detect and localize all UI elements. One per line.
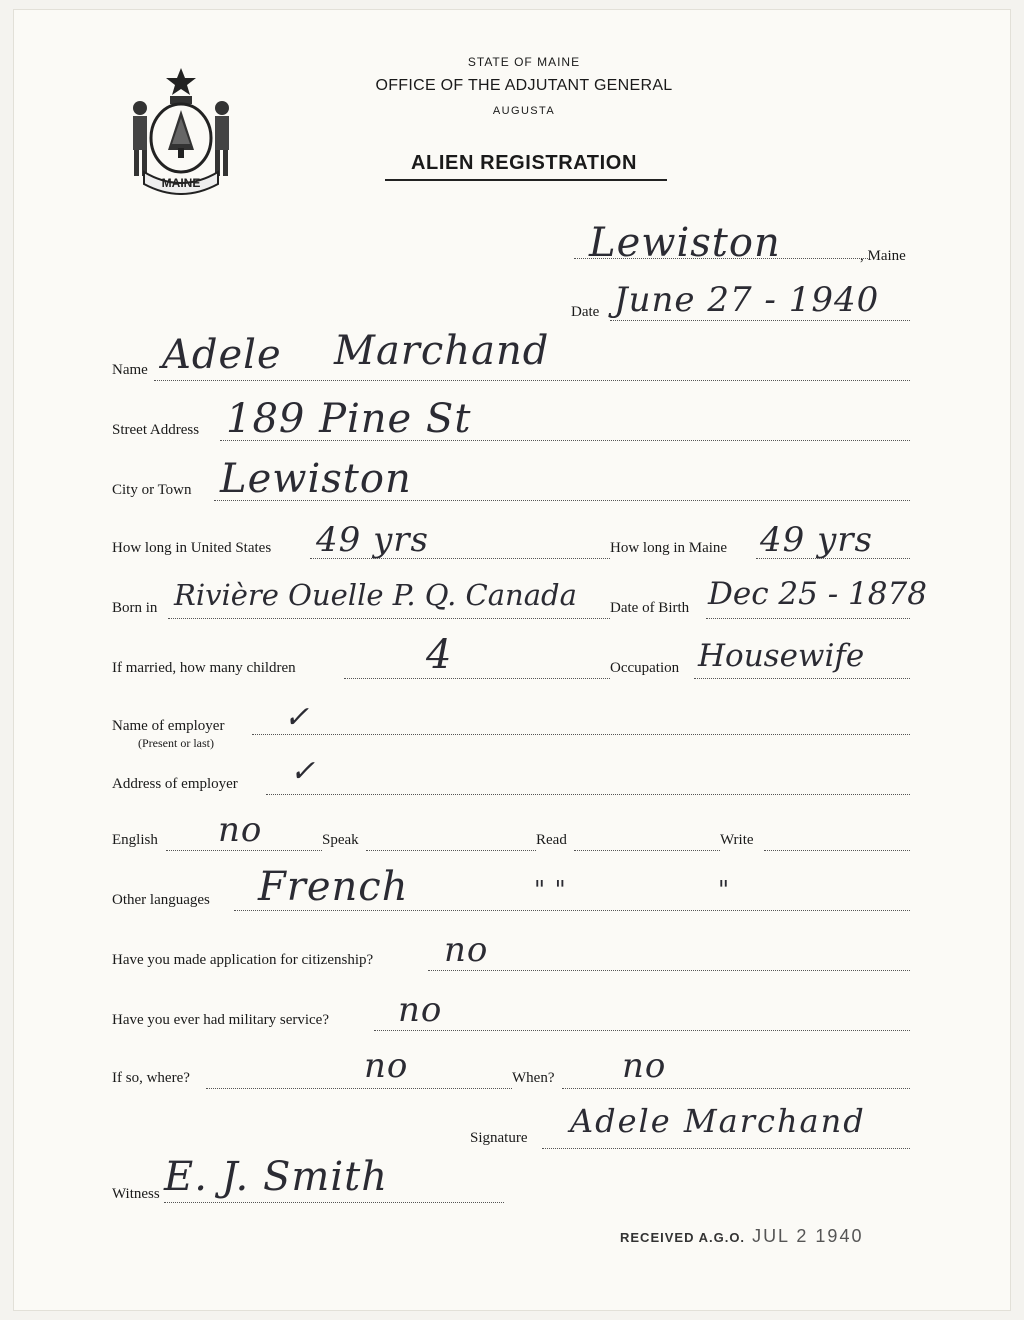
- date-of-birth-label: Date of Birth: [610, 600, 690, 616]
- signature-label: Signature: [470, 1130, 528, 1146]
- speak-line: [366, 850, 536, 851]
- employer-address-label: Address of employer: [112, 776, 238, 792]
- name-line: [154, 380, 910, 381]
- occupation-value: Housewife: [698, 638, 865, 674]
- how-long-maine-value: 49 yrs: [760, 520, 873, 560]
- when-line: [562, 1088, 910, 1089]
- date-value: June 27 - 1940: [614, 280, 880, 320]
- signature-value: Adele Marchand: [570, 1102, 866, 1140]
- employer-name-line: [252, 734, 910, 735]
- city-town-line: [214, 500, 910, 501]
- received-stamp: [620, 1226, 863, 1247]
- name-last-value: Marchand: [334, 328, 550, 374]
- born-in-value: Rivière Ouelle P. Q. Canada: [174, 578, 577, 612]
- read-label: Read: [536, 832, 567, 848]
- stamp-date-text: JUL 2 1940: [752, 1226, 864, 1246]
- children-value: 4: [426, 632, 453, 678]
- how-long-maine-label: How long in Maine: [610, 540, 728, 556]
- other-languages-label: Other languages: [112, 892, 210, 908]
- children-label: If married, how many children: [112, 660, 296, 676]
- title-underline: [385, 179, 667, 181]
- employer-address-line: [266, 794, 910, 795]
- name-first-value: Adele: [162, 332, 282, 378]
- how-long-us-value: 49 yrs: [316, 520, 429, 560]
- date-label: Date: [571, 304, 600, 320]
- military-line: [374, 1030, 910, 1031]
- where-value: no: [364, 1046, 409, 1086]
- state-seal-icon: [122, 60, 240, 195]
- when-value: no: [622, 1046, 667, 1086]
- children-line: [344, 678, 610, 679]
- state-heading: STATE OF MAINE: [467, 55, 581, 69]
- other-write-ditto: ": [718, 876, 731, 904]
- write-line: [764, 850, 910, 851]
- date-line: [610, 320, 910, 321]
- how-long-us-line: [310, 558, 610, 559]
- street-line: [220, 440, 910, 441]
- street-label: Street Address: [112, 422, 200, 438]
- citizenship-line: [428, 970, 910, 971]
- signature-line: [542, 1148, 910, 1149]
- employer-name-label: Name of employer: [112, 718, 225, 734]
- date-of-birth-value: Dec 25 - 1878: [708, 576, 927, 612]
- citizenship-value: no: [444, 930, 489, 970]
- when-label: When?: [512, 1070, 555, 1086]
- born-in-line: [168, 618, 610, 619]
- other-languages-value: French: [258, 864, 409, 910]
- occupation-line: [694, 678, 910, 679]
- stamp-received-text: RECEIVED A.G.O.: [620, 1230, 746, 1245]
- where-line: [206, 1088, 512, 1089]
- seal-banner-text: MAINE: [161, 176, 201, 190]
- witness-label: Witness: [112, 1186, 160, 1202]
- maine-label: , Maine: [860, 248, 906, 264]
- military-label: Have you ever had military service?: [112, 1012, 329, 1028]
- read-line: [574, 850, 720, 851]
- name-label: Name: [112, 362, 148, 378]
- city-heading: AUGUSTA: [492, 105, 556, 117]
- if-so-where-label: If so, where?: [112, 1070, 190, 1086]
- speak-label: Speak: [322, 832, 359, 848]
- city-town-label: City or Town: [112, 482, 192, 498]
- employer-address-value: ✓: [290, 754, 317, 789]
- military-value: no: [398, 990, 443, 1030]
- born-in-label: Born in: [112, 600, 158, 616]
- how-long-us-label: How long in United States: [112, 540, 272, 556]
- place-line: [574, 258, 870, 259]
- place-value: Lewiston: [589, 220, 781, 266]
- other-languages-line: [234, 910, 910, 911]
- form-title: ALIEN REGISTRATION: [411, 152, 637, 174]
- employer-sub-label: (Present or last): [138, 736, 214, 750]
- other-speak-ditto: " ": [534, 876, 567, 904]
- registration-form: [14, 10, 1010, 1310]
- english-value: no: [218, 810, 263, 850]
- how-long-maine-line: [756, 558, 910, 559]
- city-town-value: Lewiston: [220, 456, 412, 502]
- citizenship-label: Have you made application for citizenship?: [112, 952, 374, 968]
- english-label: English: [112, 832, 158, 848]
- date-of-birth-line: [706, 618, 910, 619]
- employer-name-value: ✓: [284, 700, 311, 735]
- office-heading: OFFICE OF THE ADJUTANT GENERAL: [375, 77, 673, 94]
- write-label: Write: [720, 832, 754, 848]
- witness-line: [164, 1202, 504, 1203]
- witness-value: E. J. Smith: [164, 1154, 388, 1200]
- occupation-label: Occupation: [610, 660, 680, 676]
- street-value: 189 Pine St: [226, 396, 472, 442]
- english-line: [166, 850, 322, 851]
